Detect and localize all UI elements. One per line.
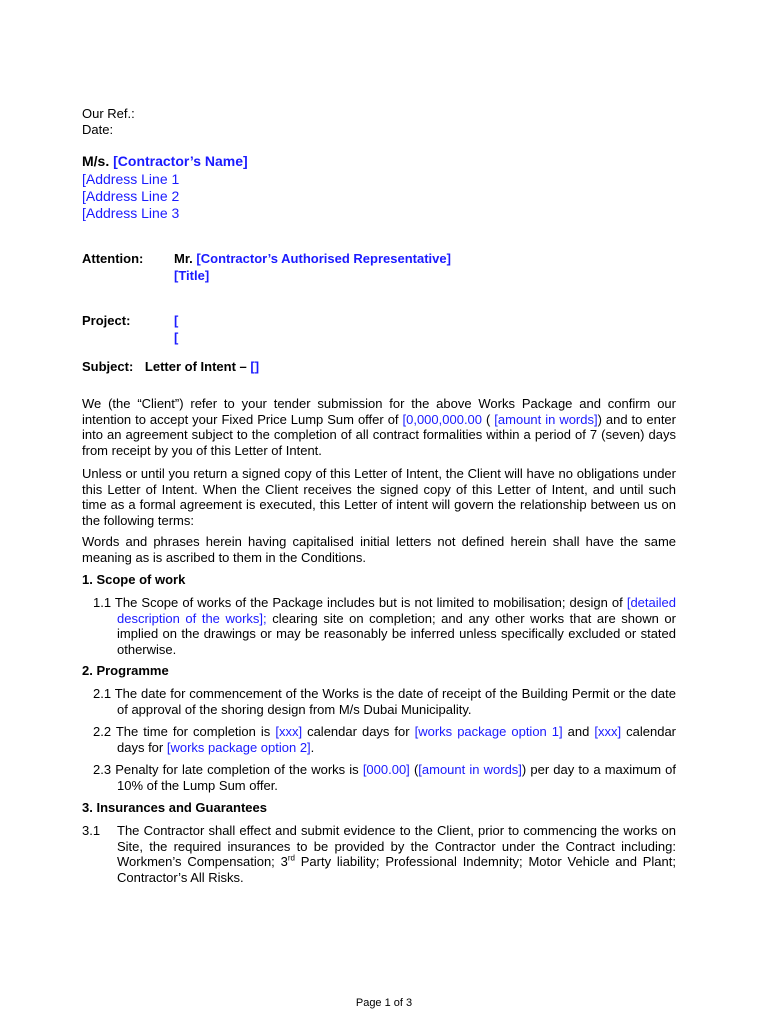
attention-label: Attention:	[82, 251, 144, 266]
clause-2-3	[82, 762, 676, 793]
clause-2-2-text-c: and	[562, 724, 595, 739]
representative-name: [Contractor’s Authorised Representative]	[196, 251, 451, 266]
address-block	[82, 171, 179, 221]
body-paragraph-1	[82, 396, 676, 458]
clause-2-2-text-e: .	[310, 739, 315, 755]
project-line-2: [	[174, 329, 179, 345]
offer-amount: [0,000,000.00	[402, 411, 483, 427]
clause-3-1-text-b: Party liability; Professional Indemnity; Motor Vehicle and Plant; Contractor’s All Risks.	[117, 854, 676, 885]
subject-line	[82, 359, 259, 374]
addressee-line	[82, 153, 248, 170]
works-description: [detailed description of the works];	[117, 595, 676, 626]
ordinal-suffix: rd	[287, 853, 295, 863]
page-number: Page 1 of 3	[355, 997, 413, 1009]
subject-label: Subject:	[82, 359, 134, 374]
penalty-amount-words: [amount in words]	[418, 762, 522, 777]
subject-text: Letter of Intent –	[144, 359, 247, 374]
clause-1-1	[82, 595, 676, 657]
days-option-2: [xxx]	[594, 724, 622, 739]
clause-2-3-text-a: 2.3 Penalty for late completion of the works is	[93, 762, 363, 777]
p1-text-c: ) and to enter into an agreement subject to the completion of all contract formalities within a period of 7 (seven) days from receipt by you of this Letter of Intent.	[82, 411, 676, 458]
clause-2-1: 2.1 The date for commencement of the Works is the date of receipt of the Building Permit or the date of approval of the shoring design from M/s Dubai Municipality.	[93, 686, 676, 717]
days-option-1: [xxx]	[275, 724, 303, 739]
section-1-title: 1. Scope of work	[82, 572, 186, 587]
clause-2-2-text-a: 2.2 The time for completion is	[93, 724, 276, 739]
clause-2-2	[82, 724, 676, 755]
clause-2-3-text-b: (	[409, 762, 419, 777]
clause-3-1	[117, 823, 676, 885]
clause-3-1-number: 3.1	[82, 823, 101, 838]
date-label: Date:	[82, 122, 114, 137]
attention-value	[174, 251, 451, 284]
address-line-1: [Address Line 1	[82, 171, 180, 187]
works-package-option-1: [works package option 1]	[414, 724, 563, 739]
representative-title: [Title]	[174, 267, 210, 283]
ms-label: M/s.	[82, 153, 110, 169]
section-3-title: 3. Insurances and Guarantees	[82, 800, 267, 815]
section-2-title: 2. Programme	[82, 663, 169, 678]
project-label: Project:	[82, 313, 131, 328]
address-line-2: [Address Line 2	[82, 187, 180, 204]
address-line-3: [Address Line 3	[82, 204, 180, 221]
offer-amount-words: [amount in words]	[494, 411, 598, 427]
clause-2-2-text-d: calendar days for	[117, 724, 677, 755]
project-value	[174, 313, 178, 346]
works-package-option-2: [works package option 2]	[166, 739, 311, 755]
p1-text-a: We (the “Client”) refer to your tender submission for the above Works Package and confirm our intention to accept your Fixed Price Lump Sum offer of	[82, 396, 676, 427]
project-line-1: [	[174, 313, 179, 328]
penalty-amount: [000.00]	[362, 762, 410, 777]
body-paragraph-2: Unless or until you return a signed copy of this Letter of Intent, the Client will have no obligations under this Letter of Intent. When the Client receives the signed copy of this Letter of Intent, and until such time as a formal agreement is executed, this Letter of intent will govern the relationship between us on the following terms:	[82, 466, 676, 528]
clause-2-2-text-b: calendar days for	[302, 724, 415, 739]
subject-placeholder: []	[250, 359, 260, 374]
clause-1-1-text-b: clearing site on completion; and any other works that are shown or implied on the drawings or may be reasonably be inferred unless specifically excluded or stated otherwise.	[117, 610, 676, 657]
body-paragraph-3: Words and phrases herein having capitalised initial letters not defined herein shall have the same meaning as is ascribed to them in the Conditions.	[82, 534, 676, 565]
clause-2-3-text-c: ) per day to a maximum of 10% of the Lump Sum offer.	[117, 762, 677, 793]
mr-label: Mr.	[174, 251, 193, 266]
contractor-name: [Contractor’s Name]	[113, 153, 248, 169]
p1-text-b: (	[482, 411, 495, 427]
our-ref: Our Ref.:	[82, 106, 135, 121]
clause-3-1-text-a: The Contractor shall effect and submit evidence to the Client, prior to commencing the works on Site, the required insurances to be provided by the Contractor under the Contract including: Workmen’s Compensation; 3	[117, 823, 676, 869]
clause-1-1-text-a: 1.1 The Scope of works of the Package includes but is not limited to mobilisation; design of	[93, 595, 627, 610]
